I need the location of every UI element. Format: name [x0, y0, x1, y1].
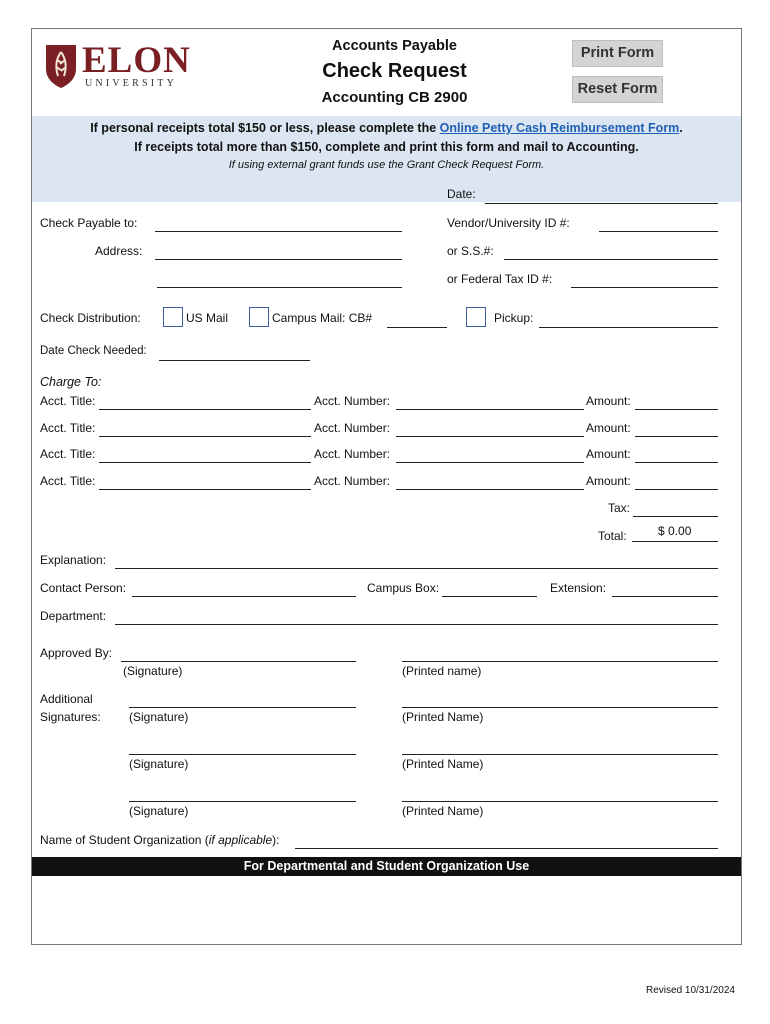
acct-title-field-4[interactable]: [99, 475, 311, 490]
total-label: Total:: [598, 529, 627, 543]
logo-sub: UNIVERSITY: [85, 78, 177, 89]
explanation-field[interactable]: [115, 554, 718, 569]
additional-signature-field-2[interactable]: [129, 740, 356, 755]
acct-title-label-3: Acct. Title:: [40, 447, 96, 461]
ssn-field[interactable]: [504, 245, 718, 260]
acct-title-field-1[interactable]: [99, 395, 311, 410]
check-distribution-label: Check Distribution:: [40, 311, 141, 325]
acct-title-field-2[interactable]: [99, 422, 311, 437]
banner-line-1-text: If personal receipts total $150 or less, please complete the: [90, 121, 440, 135]
approved-printed-caption: (Printed name): [402, 664, 482, 678]
elon-shield-icon: [44, 43, 78, 89]
department-label: Department:: [40, 609, 107, 623]
approved-by-label: Approved By:: [40, 646, 113, 660]
signatures-label: Signatures:: [40, 710, 101, 724]
contact-person-label: Contact Person:: [40, 581, 127, 595]
vendor-id-label: Vendor/University ID #:: [447, 216, 570, 230]
department-field[interactable]: [115, 610, 718, 625]
additional-signature-caption-1: (Signature): [129, 710, 189, 724]
tax-label: Tax:: [608, 501, 631, 515]
print-form-button[interactable]: Print Form: [572, 40, 663, 67]
explanation-label: Explanation:: [40, 553, 107, 567]
acct-title-label-2: Acct. Title:: [40, 421, 96, 435]
reset-form-button[interactable]: Reset Form: [572, 76, 663, 103]
extension-label: Extension:: [550, 581, 607, 595]
amount-field-1[interactable]: [635, 395, 718, 410]
us-mail-checkbox[interactable]: [163, 307, 183, 327]
federal-tax-label: or Federal Tax ID #:: [447, 272, 553, 286]
acct-number-label-4: Acct. Number:: [314, 474, 391, 488]
date-label: Date:: [447, 187, 476, 201]
campus-mail-label: Campus Mail: CB#: [272, 311, 373, 325]
address-field-1[interactable]: [155, 245, 402, 260]
check-payable-label: Check Payable to:: [40, 216, 138, 230]
vendor-id-field[interactable]: [599, 217, 718, 232]
acct-number-field-4[interactable]: [396, 475, 584, 490]
additional-printed-caption-1: (Printed Name): [402, 710, 484, 724]
federal-tax-field[interactable]: [571, 273, 718, 288]
approved-signature-caption: (Signature): [123, 664, 183, 678]
petty-cash-link[interactable]: Online Petty Cash Reimbursement Form: [439, 121, 680, 135]
approved-signature-field[interactable]: [121, 647, 356, 662]
amount-field-4[interactable]: [635, 475, 718, 490]
us-mail-label: US Mail: [186, 311, 229, 325]
additional-signature-caption-2: (Signature): [129, 757, 189, 771]
campus-mail-checkbox[interactable]: [249, 307, 269, 327]
amount-field-2[interactable]: [635, 422, 718, 437]
form-title: Check Request: [322, 60, 467, 82]
amount-field-3[interactable]: [635, 448, 718, 463]
acct-title-label-1: Acct. Title:: [40, 394, 96, 408]
date-check-needed-field[interactable]: [159, 346, 310, 361]
additional-printed-field-1[interactable]: [402, 693, 718, 708]
banner-line-1: [32, 121, 741, 135]
additional-signature-field-3[interactable]: [129, 787, 356, 802]
revised-date: Revised 10/31/2024: [646, 985, 735, 996]
pickup-label: Pickup:: [494, 311, 534, 325]
acct-title-field-3[interactable]: [99, 448, 311, 463]
tax-field[interactable]: [633, 502, 718, 517]
departmental-use-area[interactable]: [32, 876, 741, 944]
student-org-field[interactable]: [295, 834, 718, 849]
date-check-needed-label: Date Check Needed:: [40, 345, 147, 357]
additional-label: Additional: [40, 692, 93, 706]
acct-number-field-3[interactable]: [396, 448, 584, 463]
campus-mail-cb-field[interactable]: [387, 313, 447, 328]
acct-number-label-3: Acct. Number:: [314, 447, 391, 461]
amount-label-1: Amount:: [586, 394, 631, 408]
campus-box-label: Campus Box:: [367, 581, 440, 595]
departmental-use-bar: For Departmental and Student Organization Use: [32, 857, 741, 876]
additional-signature-caption-3: (Signature): [129, 804, 189, 818]
amount-label-3: Amount:: [586, 447, 631, 461]
department-title: Accounts Payable: [332, 38, 457, 54]
acct-number-label-2: Acct. Number:: [314, 421, 391, 435]
form-subtitle: Accounting CB 2900: [321, 89, 468, 106]
extension-field[interactable]: [612, 582, 718, 597]
check-request-form: [31, 28, 742, 945]
banner-line-2: If receipts total more than $150, complete and print this form and mail to Accounting.: [134, 140, 639, 154]
amount-label-2: Amount:: [586, 421, 631, 435]
banner-line-3: If using external grant funds use the Grant Check Request Form.: [228, 159, 545, 171]
additional-printed-caption-2: (Printed Name): [402, 757, 484, 771]
student-org-label-italic: if applicable: [208, 833, 273, 847]
address-field-2[interactable]: [157, 273, 402, 288]
student-org-label: [40, 833, 279, 847]
student-org-label-text: Name of Student Organization (: [40, 833, 209, 847]
additional-printed-field-3[interactable]: [402, 787, 718, 802]
acct-number-field-1[interactable]: [396, 395, 584, 410]
campus-box-field[interactable]: [442, 582, 537, 597]
banner-line-1-end: .: [679, 121, 683, 135]
ssn-label: or S.S.#:: [447, 244, 494, 258]
charge-to-heading: Charge To:: [40, 375, 102, 389]
additional-signature-field-1[interactable]: [129, 693, 356, 708]
additional-printed-caption-3: (Printed Name): [402, 804, 484, 818]
contact-person-field[interactable]: [132, 582, 356, 597]
pickup-field[interactable]: [539, 313, 718, 328]
additional-printed-field-2[interactable]: [402, 740, 718, 755]
pickup-checkbox[interactable]: [466, 307, 486, 327]
check-payable-field[interactable]: [155, 217, 402, 232]
address-label: Address:: [95, 244, 143, 258]
logo-name: ELON: [82, 40, 191, 81]
date-field[interactable]: [485, 189, 718, 204]
student-org-label-end: ):: [272, 833, 280, 847]
elon-logo: [44, 40, 194, 93]
total-value: $ 0.00: [658, 524, 692, 538]
acct-title-label-4: Acct. Title:: [40, 474, 96, 488]
acct-number-label-1: Acct. Number:: [314, 394, 391, 408]
acct-number-field-2[interactable]: [396, 422, 584, 437]
amount-label-4: Amount:: [586, 474, 631, 488]
approved-printed-field[interactable]: [402, 647, 718, 662]
